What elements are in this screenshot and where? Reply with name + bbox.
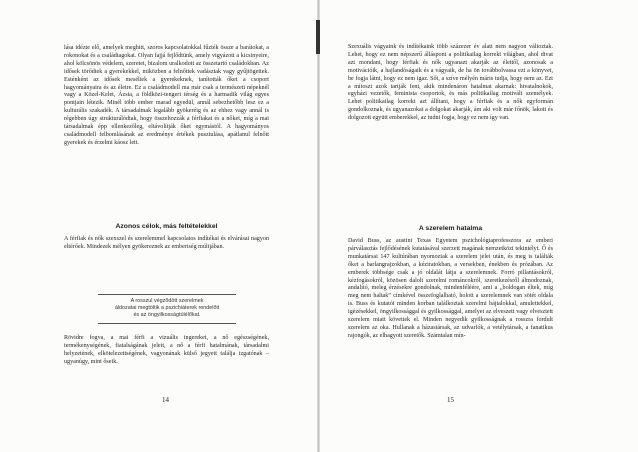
right-body-paragraph-2: David Buss, az austini Texas Egyetem pszichológiaprofesszora az emberi párválasztás fejlődésének kutatásával szerzett magának nemzetközi tekintélyt. Ő és munkatársai 147 kultúrában nyomoztak a szerelem jelei után, és meg is találták őket a barlangrajzokban, a kéziratokban, a versekben, énekben és prózában. Az emberek többsége csak a jó oldalát látja a szerelemnek. Forró pillantásokról, kézfogásokról, közösen dalolt szerelmi románcokról, szeretkezésről álmodoznak, andalító, meleg érzésekre gondolnak, mindenféléére, ami a „boldogan éltek, míg meg nem haltak” címkével összefoglalható, holott a szerelemnek van sötét oldala is. Buss és kutatói minden korban találkoztak szerelmi bájtalokkal, amulettekkel, igézésekkel, öngyilkossággal és gyilkossággal, amelyet az elveszett vagy elvesztett szerelem miatt követtek el. Minden negyedik gyilkosságnak a rosszra fordult szerelem az oka. Hullanak a házastársak, az udvarlók, a vetélytársak, a fanatikus rajongók, az elhagyott szeretők. Számtalan mín- [348,238,553,339]
pull-quote-text [98,298,236,319]
left-page [0,0,318,452]
left-body-paragraph-1: lása idézte elő, amelyek meghitt, szoros kapcsolatokkal fűzték össze a barátokat, a rokonokat és a családtagokat. Olyan fajjá fejlődtünk, amely vigyázott a kicsinyeire, ahol kölcsönös védelem, szeretet, bizalom uralkodott az összetartó családokban. Az idősek törődtek a gyerekekkel, miközben a felnőttek vadásztak vagy gyűjtögettek. Esténként az idősek meséltek a gyerekeknek, tanították őket a csoport hagyományaira és az életre. Ez a családmodell ma már csak a természeti népeknél vagy a Közel-Kelet, Ázsia, a földközi-tengeri térség és a harmadik világ egyes pontjain létezik. Minél több ember marad egyedül, annál sebezhetőbb lesz ez a kulturális szakadék. A társadalmak legalább gyökeréig és az ehhez vagy annál is régebben úgy strukturálódtak, hogy összehozzák a férfiakat és a nőket, míg a mai társadalmak épp ellenkezőleg, eltávolítják őket egymástól. A hagyományos családmodell felbomlásának az eredménye értékek pusztulása, apátlanul felnőtt gyerekek és érzelmi káosz lett. [64,45,269,146]
left-body-paragraph-3: Rövidre fogva, a mai férfi a vizuális ingereket, a nő egészségének, termékenységének, fiatalságának jeleit, a nő a férfi hatalmának, társadalmi helyzetének, elkötelezettségének, vagyonának külső jegyeit találja izgatónak – ugyanúgy, mint őseik. [64,335,269,365]
left-page-number: 14 [162,396,169,404]
pull-quote [98,294,236,324]
left-section-heading: Azonos célok, más feltételekkel [115,223,218,230]
pull-quote-line: A rosszul végződött szerelmek [130,298,204,304]
left-body-paragraph-2: A férfiak és nők szexszel és szerelemmel kapcsolatos indítékai és elvárásai nagyon eltérőek. Mindezek mélyen gyökereznek az emberiség múltjában. [64,236,269,250]
right-body-paragraph-1: Szexuális vágyaink és indítékaink több százezer év alatt nem nagyon változtak. Lehet, hogy ez nem népszerű álláspont a politikailag korrekt világban, ahol divat azt mondani, hogy férfiak és nők ugyanazt akarják az élettől, azonosak a motivációik, a hajlandóságaik és a vágyaik, de ha ön továbbolvassa ezt a könyvet, be fogja látni, hogy ez nem igaz. Sőt, a szíve mélyén máris tudja, hogy nem az. Ezt a mítoszt azok tartják fent, akik mindenáron hatalmat akarnak: hivatalnokok, egyházi vezetők, feminista csoportok, és más politikailag motivált személyek. Lehet politikailag korrekt azt állítani, hogy a férfiak és a nők egyformán gondolkoznak, és ugyanazokat a dolgokat akarják, ám aki volt már főnök, lakott és dolgozott együtt emberekkel, az tudni fogja, hogy ez nem így van. [348,44,553,122]
right-page [320,0,638,452]
pull-quote-top-rule [98,294,236,295]
pull-quote-line: áldozatai megtöltik a pszichiáterek rendelőit [114,305,220,311]
pull-quote-bottom-rule [98,323,236,324]
right-section-heading: A szerelem hatalma [418,225,483,232]
right-page-number: 15 [447,396,454,404]
pull-quote-line: és az öngyilkosságtúlélőkat. [133,312,201,318]
